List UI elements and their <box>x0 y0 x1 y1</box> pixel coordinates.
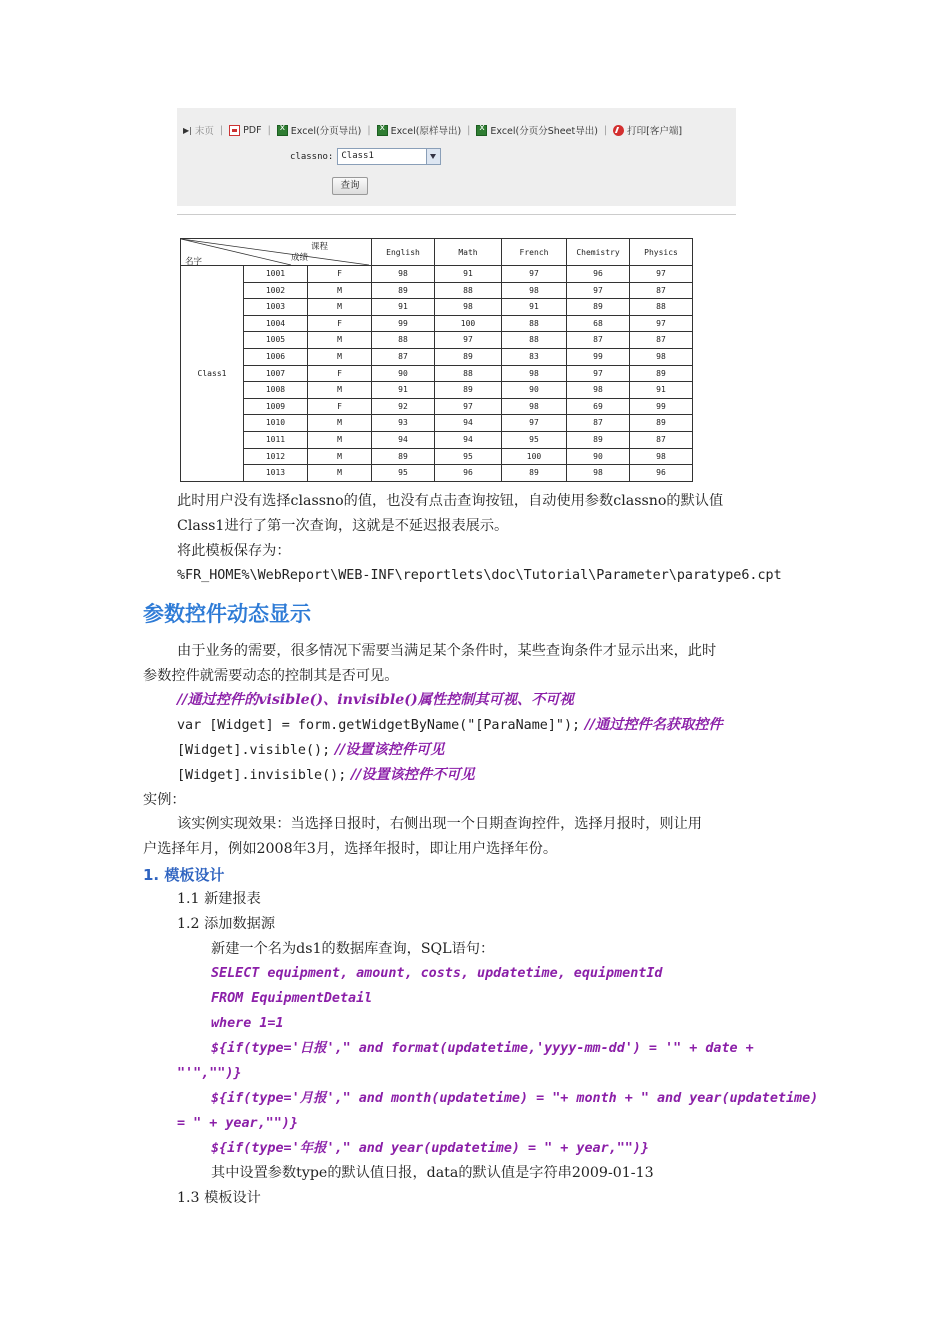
table-row <box>181 415 693 432</box>
paragraph: 将此模板保存为： <box>177 543 291 559</box>
score-cell: 90 <box>567 448 630 465</box>
score-cell: 92 <box>372 398 435 415</box>
student-id-cell: 1013 <box>244 465 308 482</box>
code-comment: //通过控件名获取控件 <box>584 717 723 733</box>
score-cell: 95 <box>435 448 502 465</box>
query-button[interactable]: 查询 <box>332 177 368 195</box>
score-cell: 94 <box>435 431 502 448</box>
gender-cell: F <box>308 398 372 415</box>
score-cell: 96 <box>435 465 502 482</box>
table-row <box>181 431 693 448</box>
toolbar-separator: | <box>603 124 608 136</box>
score-cell: 96 <box>630 465 693 482</box>
score-cell: 100 <box>435 315 502 332</box>
step-item: 1.3 模板设计 <box>177 1190 261 1206</box>
header-course: 课程 <box>311 242 329 252</box>
score-cell: 98 <box>372 266 435 283</box>
last-page-icon: ▶| <box>183 125 192 135</box>
score-cell: 89 <box>502 465 567 482</box>
excel-page-export-button[interactable]: x Excel(分页导出) <box>277 123 362 137</box>
chevron-down-icon[interactable] <box>426 149 440 164</box>
column-header: Math <box>435 239 502 266</box>
score-cell: 90 <box>502 382 567 399</box>
score-cell: 88 <box>502 332 567 349</box>
score-cell: 95 <box>372 465 435 482</box>
score-cell: 89 <box>630 365 693 382</box>
score-cell: 99 <box>372 315 435 332</box>
score-cell: 96 <box>567 266 630 283</box>
subsection-title: 1. 模板设计 <box>143 866 225 884</box>
table-row <box>181 365 693 382</box>
score-table <box>180 238 693 482</box>
score-cell: 98 <box>630 348 693 365</box>
print-client-button[interactable]: 打印[客户端] <box>613 123 682 137</box>
paragraph: 新建一个名为ds1的数据库查询，SQL语句： <box>211 941 495 957</box>
score-cell: 98 <box>630 448 693 465</box>
student-id-cell: 1001 <box>244 266 308 283</box>
code-comment: //设置该控件不可见 <box>350 767 475 783</box>
student-id-cell: 1010 <box>244 415 308 432</box>
divider <box>177 214 736 215</box>
score-cell: 87 <box>567 415 630 432</box>
score-cell: 98 <box>435 299 502 316</box>
header-name: 名字 <box>185 257 203 267</box>
table-row <box>181 382 693 399</box>
paragraph: Class1进行了第一次查询，这就是不延迟报表展示。 <box>177 518 509 534</box>
score-cell: 89 <box>435 382 502 399</box>
gender-cell: M <box>308 299 372 316</box>
score-cell: 91 <box>372 299 435 316</box>
example-label: 实例： <box>143 792 186 808</box>
student-id-cell: 1006 <box>244 348 308 365</box>
score-cell: 91 <box>372 382 435 399</box>
sql-line: ${if(type='年报'," and year(updatetime) = " + year,"")} <box>211 1141 649 1156</box>
excel-original-export-button[interactable]: x Excel(原样导出) <box>377 123 462 137</box>
code-text: [Widget].visible(); <box>177 743 331 758</box>
table-row <box>181 299 693 316</box>
score-cell: 87 <box>372 348 435 365</box>
pdf-export-button[interactable]: PDF <box>229 125 262 136</box>
excel-icon <box>377 125 388 136</box>
score-cell: 98 <box>502 365 567 382</box>
table-row <box>181 465 693 482</box>
toolbar-separator: | <box>219 124 224 136</box>
column-header: English <box>372 239 435 266</box>
gender-cell: M <box>308 448 372 465</box>
student-id-cell: 1012 <box>244 448 308 465</box>
score-cell: 87 <box>567 332 630 349</box>
score-cell: 98 <box>567 465 630 482</box>
classno-value: Class1 <box>341 151 374 161</box>
step-item: 1.1 新建报表 <box>177 891 261 907</box>
report-toolbar-panel <box>177 108 736 206</box>
score-cell: 69 <box>567 398 630 415</box>
score-cell: 98 <box>502 282 567 299</box>
score-cell: 89 <box>630 415 693 432</box>
last-page-button[interactable]: ▶| 末页 <box>183 125 214 137</box>
paragraph: 此时用户没有选择classno的值，也没有点击查询按钮，自动使用参数classno的默认值 <box>177 493 724 509</box>
gender-cell: M <box>308 431 372 448</box>
sql-line: "'","")} <box>177 1066 242 1081</box>
toolbar-separator: | <box>367 124 371 136</box>
table-row <box>181 398 693 415</box>
score-cell: 100 <box>502 448 567 465</box>
score-cell: 87 <box>630 431 693 448</box>
sql-line: FROM EquipmentDetail <box>211 991 373 1006</box>
score-cell: 89 <box>567 431 630 448</box>
excel-icon <box>277 125 288 136</box>
student-id-cell: 1005 <box>244 332 308 349</box>
print-icon <box>613 125 624 136</box>
file-path: %FR_HOME%\WebReport\WEB-INF\reportlets\doc\Tutorial\Parameter\paratype6.cpt <box>177 568 782 583</box>
column-header: Chemistry <box>567 239 630 266</box>
column-header: French <box>502 239 567 266</box>
gender-cell: M <box>308 332 372 349</box>
code-line <box>177 765 475 786</box>
export-toolbar <box>183 122 682 138</box>
student-id-cell: 1003 <box>244 299 308 316</box>
score-cell: 99 <box>567 348 630 365</box>
code-line <box>177 715 723 736</box>
sql-line: where 1=1 <box>211 1016 284 1031</box>
paragraph: 其中设置参数type的默认值日报，data的默认值是字符串2009-01-13 <box>211 1165 654 1181</box>
code-text: var [Widget] = form.getWidgetByName("[ParaName]"); <box>177 718 581 733</box>
toolbar-separator: | <box>467 124 471 136</box>
score-cell: 91 <box>435 266 502 283</box>
section-title: 参数控件动态显示 <box>143 602 311 626</box>
gender-cell: M <box>308 415 372 432</box>
table-row <box>181 315 693 332</box>
score-cell: 91 <box>502 299 567 316</box>
excel-sheet-export-button[interactable]: x Excel(分页分Sheet导出) <box>476 123 598 137</box>
score-cell: 97 <box>502 266 567 283</box>
score-cell: 88 <box>372 332 435 349</box>
score-cell: 97 <box>567 282 630 299</box>
score-table-body <box>181 266 693 482</box>
score-cell: 97 <box>630 266 693 283</box>
code-comment: //设置该控件可见 <box>334 742 445 758</box>
code-line <box>177 740 444 761</box>
score-cell: 88 <box>435 365 502 382</box>
student-id-cell: 1002 <box>244 282 308 299</box>
score-cell: 97 <box>435 332 502 349</box>
header-score: 成绩 <box>291 253 309 263</box>
gender-cell: M <box>308 282 372 299</box>
score-cell: 89 <box>372 448 435 465</box>
gender-cell: F <box>308 365 372 382</box>
score-cell: 97 <box>502 415 567 432</box>
gender-cell: M <box>308 348 372 365</box>
paragraph: 户选择年月，例如2008年3月，选择年报时，即让用户选择年份。 <box>143 841 558 857</box>
student-id-cell: 1009 <box>244 398 308 415</box>
toolbar-separator: | <box>267 124 271 136</box>
paragraph: 该实例实现效果：当选择日报时，右侧出现一个日期查询控件，选择月报时，则让用 <box>177 816 702 832</box>
score-cell: 89 <box>567 299 630 316</box>
score-cell: 98 <box>502 398 567 415</box>
table-row <box>181 332 693 349</box>
gender-cell: F <box>308 315 372 332</box>
paragraph: 参数控件就需要动态的控制其是否可见。 <box>143 668 399 684</box>
score-cell: 68 <box>567 315 630 332</box>
student-id-cell: 1008 <box>244 382 308 399</box>
score-cell: 90 <box>372 365 435 382</box>
student-id-cell: 1004 <box>244 315 308 332</box>
score-cell: 87 <box>630 282 693 299</box>
code-text: [Widget].invisible(); <box>177 768 347 783</box>
gender-cell: M <box>308 465 372 482</box>
sql-line: ${if(type='日报'," and format(updatetime,'yyyy-mm-dd') = '" + date + <box>211 1041 754 1056</box>
gender-cell: M <box>308 382 372 399</box>
paragraph: 由于业务的需要，很多情况下需要当满足某个条件时，某些查询条件才显示出来，此时 <box>177 643 717 659</box>
score-cell: 88 <box>502 315 567 332</box>
table-row <box>181 448 693 465</box>
pdf-icon <box>229 125 240 136</box>
score-cell: 94 <box>435 415 502 432</box>
score-cell: 95 <box>502 431 567 448</box>
score-cell: 88 <box>435 282 502 299</box>
code-comment: //通过控件的visible()、invisible()属性控制其可视、不可视 <box>177 692 574 708</box>
sql-line: = " + year,"")} <box>177 1116 298 1131</box>
score-cell: 87 <box>630 332 693 349</box>
table-row <box>181 282 693 299</box>
classno-label: classno: <box>290 151 334 162</box>
classno-select[interactable] <box>337 148 441 165</box>
table-row <box>181 266 693 283</box>
gender-cell: F <box>308 266 372 283</box>
class-cell: Class1 <box>181 266 244 482</box>
score-cell: 89 <box>435 348 502 365</box>
score-cell: 89 <box>372 282 435 299</box>
score-cell: 91 <box>630 382 693 399</box>
diagonal-header-cell <box>181 239 372 266</box>
score-cell: 94 <box>372 431 435 448</box>
sql-line: ${if(type='月报'," and month(updatetime) = "+ month + " and year(updatetime) <box>211 1091 819 1106</box>
step-item: 1.2 添加数据源 <box>177 916 276 932</box>
sql-line: SELECT equipment, amount, costs, updatetime, equipmentId <box>211 966 663 981</box>
excel-icon <box>476 125 487 136</box>
score-cell: 97 <box>630 315 693 332</box>
student-id-cell: 1011 <box>244 431 308 448</box>
score-cell: 98 <box>567 382 630 399</box>
score-cell: 97 <box>435 398 502 415</box>
column-header: Physics <box>630 239 693 266</box>
table-row <box>181 348 693 365</box>
diagonal-lines <box>181 239 369 265</box>
score-cell: 99 <box>630 398 693 415</box>
classno-parameter-row <box>290 148 441 165</box>
score-cell: 93 <box>372 415 435 432</box>
score-cell: 83 <box>502 348 567 365</box>
score-cell: 97 <box>567 365 630 382</box>
score-cell: 88 <box>630 299 693 316</box>
student-id-cell: 1007 <box>244 365 308 382</box>
